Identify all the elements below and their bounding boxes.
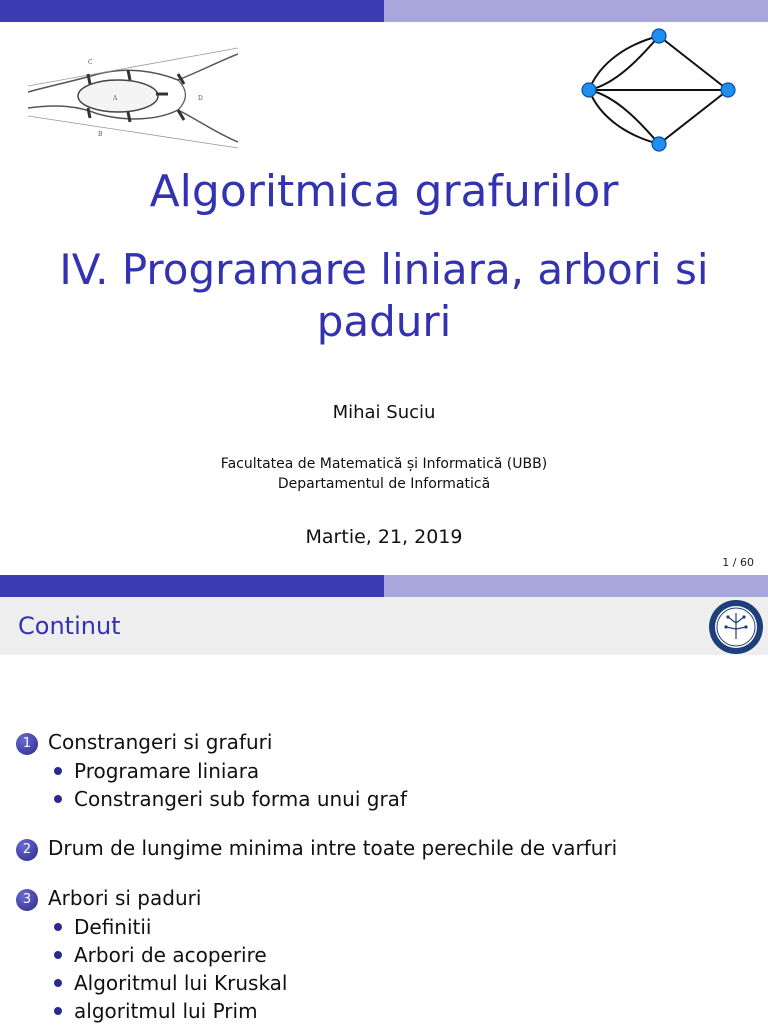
header-bar-dark xyxy=(0,575,384,597)
bridges-graph-image xyxy=(578,26,740,152)
toc-item-label: Definitii xyxy=(74,915,152,939)
toc-item-label: Arbori de acoperire xyxy=(74,943,267,967)
svg-text:B: B xyxy=(98,131,103,138)
header-bar-dark xyxy=(0,0,384,22)
bullet-icon xyxy=(54,951,62,959)
konigsberg-map-image xyxy=(28,44,238,154)
toc-item[interactable] xyxy=(16,997,617,1025)
header-bar-light xyxy=(384,575,768,597)
svg-text:A: A xyxy=(113,95,118,102)
toc-section-label: Constrangeri si grafuri xyxy=(48,730,273,754)
section-number-badge: 3 xyxy=(16,889,38,911)
toc-item[interactable] xyxy=(16,757,617,785)
toc-item-label: Constrangeri sub forma unui graf xyxy=(74,787,407,811)
toc-section-label: Drum de lungime minima intre toate perechile de varfuri xyxy=(48,836,618,860)
toc-item[interactable] xyxy=(16,941,617,969)
institution-line-1: Facultatea de Matematică și Informatică (UBB) xyxy=(220,456,548,472)
toc-section-label: Arbori si paduri xyxy=(48,886,202,910)
table-of-contents xyxy=(16,727,617,1025)
toc-section-3[interactable] xyxy=(16,883,617,913)
svg-text:C: C xyxy=(88,59,93,66)
bullet-icon xyxy=(54,1007,62,1015)
toc-item[interactable] xyxy=(16,969,617,997)
author-name: Mihai Suciu xyxy=(332,402,436,423)
section-number-badge: 2 xyxy=(16,839,38,861)
toc-item[interactable] xyxy=(16,785,617,813)
frame-title-bar xyxy=(0,597,768,655)
header-bar xyxy=(0,575,768,597)
toc-section-2[interactable] xyxy=(16,833,617,863)
subtitle-line-1: IV. Programare liniara, arbori si xyxy=(59,245,709,294)
bullet-icon xyxy=(54,767,62,775)
toc-section-1[interactable] xyxy=(16,727,617,757)
bullet-icon xyxy=(54,923,62,931)
contents-slide xyxy=(0,575,768,1024)
bullet-icon xyxy=(54,979,62,987)
section-number-badge: 1 xyxy=(16,733,38,755)
header-bar xyxy=(0,0,768,22)
toc-item-label: algoritmul lui Prim xyxy=(74,999,258,1023)
toc-item-label: Algoritmul lui Kruskal xyxy=(74,971,288,995)
toc-item-label: Programare liniara xyxy=(74,759,260,783)
frame-title: Continut xyxy=(18,612,121,640)
bullet-icon xyxy=(54,795,62,803)
university-seal-icon xyxy=(708,599,764,655)
presentation-title: Algoritmica grafurilor xyxy=(149,166,619,217)
institution-line-2: Departamentul de Informatică xyxy=(277,476,491,492)
presentation-subtitle xyxy=(0,244,768,348)
toc-item[interactable] xyxy=(16,913,617,941)
page-number: 1 / 60 xyxy=(722,556,754,569)
presentation-date: Martie, 21, 2019 xyxy=(305,526,463,548)
header-bar-light xyxy=(384,0,768,22)
subtitle-line-2: paduri xyxy=(316,297,452,346)
svg-text:D: D xyxy=(198,95,203,102)
